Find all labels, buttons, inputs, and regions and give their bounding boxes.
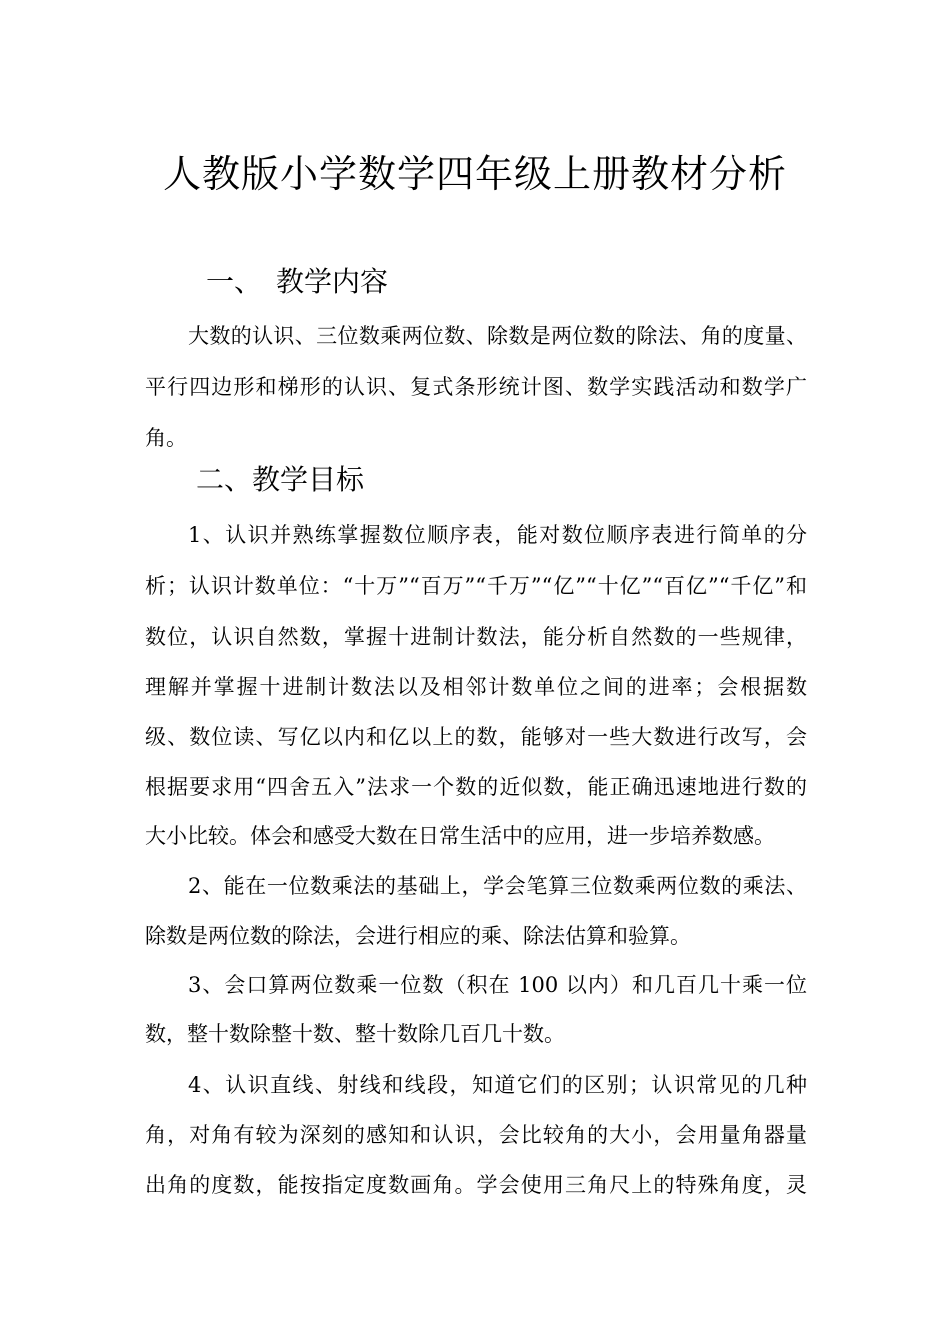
document-title: 人教版小学数学四年级上册教材分析 xyxy=(162,152,787,196)
section-heading-teaching-content xyxy=(206,262,388,302)
paragraph-line: 角，对角有较为深刻的感知和认识，会比较角的大小，会用量角器量 xyxy=(145,1123,807,1147)
paragraph-line: 2、能在一位数乘法的基础上，学会笔算三位数乘两位数的乘法、 xyxy=(188,874,807,898)
section-heading-text: 教学内容 xyxy=(276,265,389,298)
paragraph-line: 理解并掌握十进制计数法以及相邻计数单位之间的进率；会根据数 xyxy=(145,675,807,699)
paragraph-line: 级、数位读、写亿以内和亿以上的数，能够对一些大数进行改写，会 xyxy=(145,725,807,749)
paragraph-line: 角。 xyxy=(145,426,187,450)
paragraph-line: 除数是两位数的除法，会进行相应的乘、除法估算和验算。 xyxy=(145,924,691,948)
paragraph-line: 数位，认识自然数，掌握十进制计数法，能分析自然数的一些规律， xyxy=(145,625,807,649)
paragraph-line: 4、认识直线、射线和线段，知道它们的区别；认识常见的几种 xyxy=(188,1073,807,1097)
paragraph-line: 平行四边形和梯形的认识、复式条形统计图、数学实践活动和数学广 xyxy=(145,375,807,399)
section-number: 一、 xyxy=(206,265,263,298)
paragraph-line: 根据要求用“四舍五入”法求一个数的近似数，能正确迅速地进行数的 xyxy=(145,775,807,799)
paragraph-line: 大数的认识、三位数乘两位数、除数是两位数的除法、角的度量、 xyxy=(188,324,807,348)
paragraph-line: 1、认识并熟练掌握数位顺序表，能对数位顺序表进行简单的分 xyxy=(188,523,807,547)
paragraph-line: 析；认识计数单位：“十万”“百万”“千万”“亿”“十亿”“百亿”“千亿”和 xyxy=(145,574,807,598)
section-heading-teaching-goals: 二、教学目标 xyxy=(196,463,365,496)
paragraph-line: 数，整十数除整十数、整十数除几百几十数。 xyxy=(145,1022,565,1046)
paragraph-line: 3、会口算两位数乘一位数（积在 100 以内）和几百几十乘一位 xyxy=(188,973,807,997)
paragraph-line: 出角的度数，能按指定度数画角。学会使用三角尺上的特殊角度，灵 xyxy=(145,1173,807,1197)
paragraph-line: 大小比较。体会和感受大数在日常生活中的应用，进一步培养数感。 xyxy=(145,824,775,848)
